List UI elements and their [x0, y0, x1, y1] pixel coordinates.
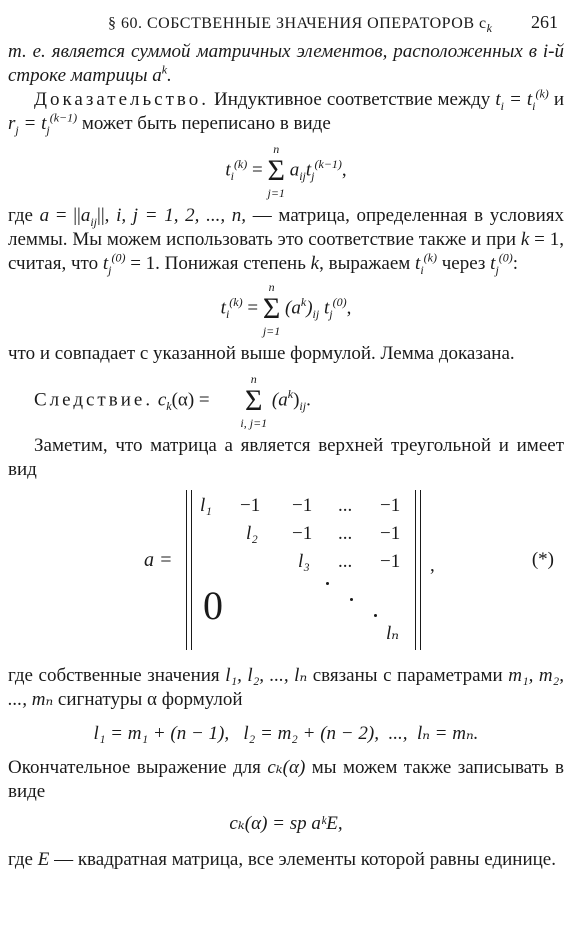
matrix-cell: −1: [292, 523, 313, 544]
corollary: Следствие. $c_k(\alpha)$ = n Σ i, j=1 $(a^k)_{ij}$.: [34, 372, 311, 430]
diagonal-dot: [326, 582, 329, 585]
matrix-lhs: a =: [144, 549, 173, 571]
matrix-cell: −1: [292, 495, 313, 516]
matrix-cell: ...: [338, 523, 353, 544]
paragraph-7: Окончательное выражение для cₖ(α) мы можем также записывать в виде: [8, 757, 564, 802]
matrix-cell: −1: [380, 495, 401, 516]
matrix-display: [8, 486, 564, 658]
paragraph-3: где $a = ||a_{ij}||$, i, j = 1, 2, ..., n, — матрица, определенная в условиях леммы. Мы можем использовать это соответствие также и при k = 1, считая, что $t_j^{(0)} = 1$. Понижая степень k, выражаем $t_i^{(k)}$ через $t_j^{(0)}$:: [8, 205, 565, 277]
paragraph-8: где E — квадратная матрица, все элементы которой равны единице.: [8, 849, 556, 870]
matrix-cell: l₁: [200, 495, 212, 516]
sum-symbol: n Σ j=1: [262, 280, 281, 338]
matrix-cell: ...: [338, 495, 353, 516]
equation-3: l₁ = m₁ + (n − 1), l₂ = m₂ + (n − 2), ..., lₙ = mₙ.: [93, 723, 479, 744]
diagonal-dot: [350, 598, 353, 601]
matrix-cell: l₃: [298, 551, 310, 572]
proof-paragraph: Доказательство. Индуктивное соответствие между $t_i = t_i^{(k)}$ и $r_j = t_j^{(k-1)}$ может быть переписано в виде: [8, 86, 564, 137]
sum-symbol: n Σ j=1: [267, 142, 285, 200]
running-header: [8, 8, 564, 40]
sum-symbol: n Σ i, j=1: [240, 372, 268, 430]
corollary-heading: Следствие.: [34, 389, 154, 411]
lemma-ending: т. е. является суммой матричных элементов, расположенных в i-й строке матрицы $a^k$.: [8, 41, 564, 86]
equation-4: cₖ(α) = sp aᵏE,: [229, 813, 343, 834]
proof-heading: Доказательство.: [34, 89, 209, 110]
matrix-right-bar: [415, 490, 421, 650]
header-title: § 60. СОБСТВЕННЫЕ ЗНАЧЕНИЯ ОПЕРАТОРОВ $c_k$: [108, 15, 493, 36]
paragraph-4: что и совпадает с указанной выше формулой. Лемма доказана.: [8, 343, 515, 364]
matrix-cell: −1: [380, 551, 401, 572]
equation-1: $t_i^{(k)}$ = n Σ j=1 $a_{ij}t_j^{(k-1)}$,: [225, 142, 347, 200]
matrix-comma: ,: [430, 555, 435, 576]
matrix-left-bar: [186, 490, 192, 650]
matrix-cell: ...: [338, 551, 353, 572]
equation-tag: (*): [531, 549, 554, 570]
matrix-cell: l₂: [246, 523, 258, 544]
matrix-cell: lₙ: [386, 623, 399, 644]
equation-2: $t_i^{(k)}$ = n Σ j=1 $(a^k)_{ij}$ $t_j^{(0)}$,: [220, 280, 352, 338]
diagonal-dot: [374, 614, 377, 617]
matrix-cell: −1: [240, 495, 261, 516]
page-number: 261: [531, 12, 558, 32]
paragraph-6: где собственные значения l₁, l₂, ..., lₙ связаны с параметрами m₁, m₂, ..., mₙ сигнатуры α формулой: [8, 665, 564, 710]
matrix-cell: −1: [380, 523, 401, 544]
paragraph-5: Заметим, что матрица a является верхней треугольной и имеет вид: [8, 435, 564, 480]
matrix-zero: 0: [203, 583, 223, 628]
